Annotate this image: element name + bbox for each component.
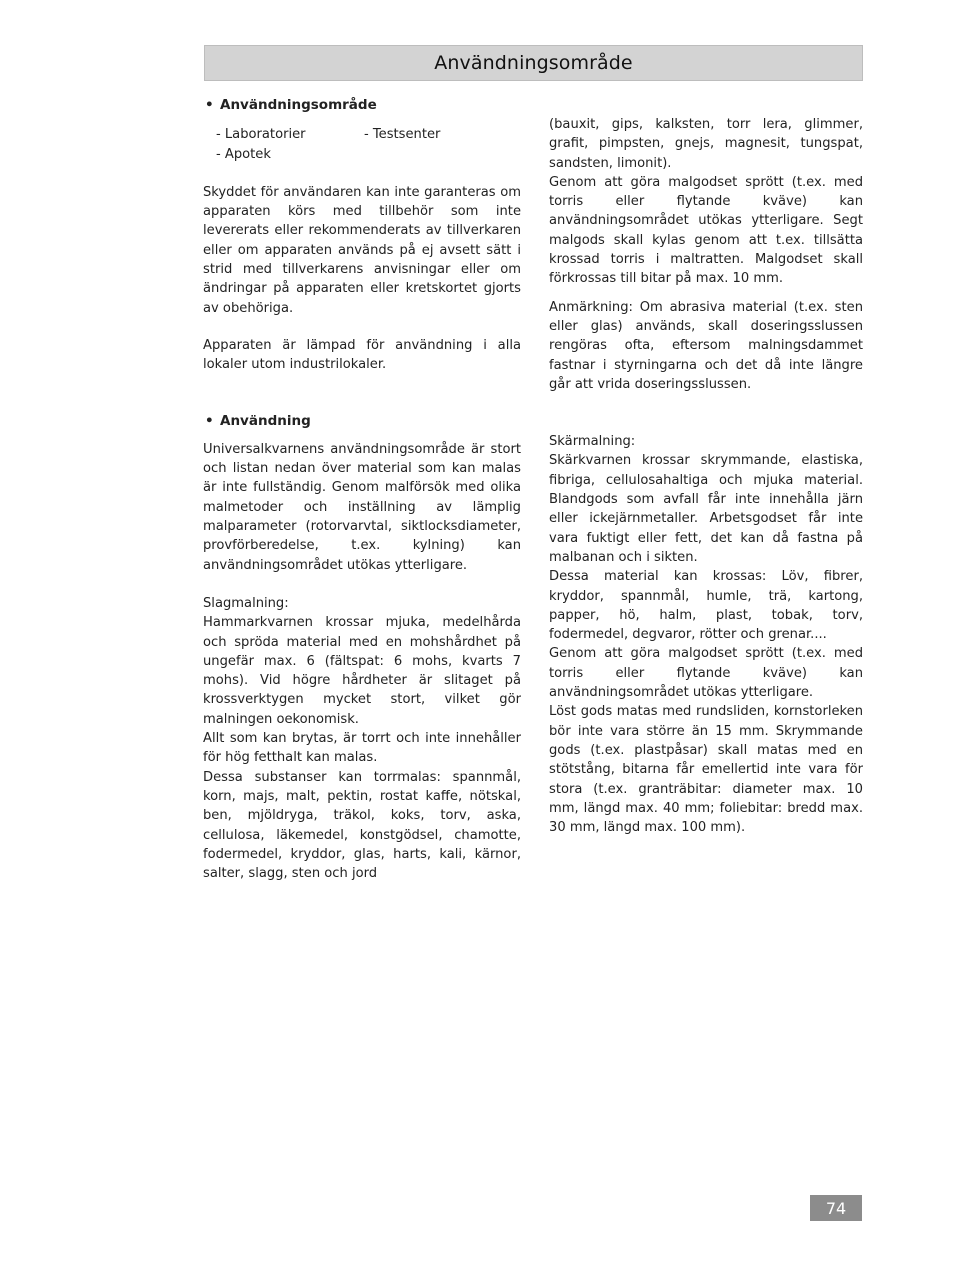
list-item: - Apotek: [216, 146, 271, 162]
bullet-icon: •: [205, 97, 214, 113]
section-heading-anvandningsomrade: • Användningsområde: [203, 96, 521, 115]
materials-continued-paragraph: (bauxit, gips, kalksten, torr lera, glimmer, grafit, pimpsten, gnejs, magnesit, tungspat, sandsten, limonit).: [549, 117, 863, 171]
right-column: [549, 115, 863, 837]
page-number: 74: [810, 1195, 862, 1221]
page-title: Användningsområde: [434, 52, 633, 74]
safety-paragraph: Skyddet för användaren kan inte garanteras om apparaten körs med tillbehör som inte levererats eller rekommenderats av tillverkaren eller om apparaten används på ej avsett sätt i strid med tillverkarens anvisningar eller om ändringar på apparaten eller kretskortet gjorts av obehöriga.: [203, 184, 521, 316]
slagmalning-heading: Slagmalning:: [203, 595, 289, 611]
usage-paragraph: Universalkvarnens användningsområde är stort och listan nedan över material som kan malas är inte fullständig. Genom malförsök med olika malmetoder och inställning av lämplig malparameter (rotorvarvtal, siktlocksdiameter, provförberedelse, t.ex. kylning) kan användningsområdet utökas ytterligare.: [203, 441, 521, 573]
slagmalning-paragraph-3: Dessa substanser kan torrmalas: spannmål, korn, majs, malt, pektin, rostat kaffe, nötskal, ben, mjöldryga, träkol, koks, torv, aska, cellulosa, läkemedel, konstgödsel, chamotte, fodermedel, kryddor, glas, harts, kali, kärnor, salter, slagg, sten och jord: [203, 769, 521, 882]
skarmalning-paragraph-2: Dessa material kan krossas: Löv, fibrer, kryddor, spannmål, humle, trä, kartong, papper, hö, halm, plast, tobak, torv, fodermedel, degvaror, rötter och grenar....: [549, 569, 863, 643]
slagmalning-paragraph-1: Hammarkvarnen krossar mjuka, medelhårda och spröda material med en mohshårdhet på ungefär max. 6 (fältspat: 6 mohs, kvarts 7 mohs). Vid högre hårdheter är slitaget på krossverktygen mycket stort, vilket gör malningen oekonomisk.: [203, 615, 521, 727]
skarmalning-paragraph-4: Löst gods matas med rundsliden, kornstorleken bör inte vara större än 15 mm. Skrymmande gods (t.ex. plastpåsar) skall matas med en stötstång, bitarna får emellertid inte vara för stora (t.ex. granträbitar: diameter max. 10 mm, längd max. 40 mm; foliebitar: bredd max. 30 mm, längd max. 100 mm).: [549, 704, 863, 836]
note-paragraph: [549, 298, 863, 394]
section-header-bar: [204, 45, 863, 81]
suitability-paragraph: Apparaten är lämpad för användning i alla lokaler utom industrilokaler.: [203, 337, 521, 373]
left-column: [203, 96, 521, 883]
note-label: Anmärkning:: [549, 299, 633, 315]
skarmalning-heading: Skärmalning:: [549, 434, 636, 450]
brittle-paragraph: Genom att göra malgodset sprött (t.ex. med torris eller flytande kväve) kan användningsområdet utökas ytterligare. Segt malgods skall kylas genom att t.ex. tillsätta krossad torris i maltratten. Malgodset skall förkrossas till bitar på max. 10 mm.: [549, 174, 863, 287]
skarmalning-paragraph-3: Genom att göra malgodset sprött (t.ex. med torris eller flytande kväve) kan användningsområdet utökas ytterligare.: [549, 646, 863, 701]
section-heading-anvandning: • Användning: [203, 412, 521, 431]
list-item: - Laboratorier: [216, 127, 306, 143]
list-item: - Testsenter: [364, 127, 441, 143]
note-text: Om abrasiva material (t.ex. sten eller glas) används, skall doseringsslussen rengöras ofta, eftersom malningsdammet fastnar i styrningarna och det då inte längre går att vrida doseringsslussen.: [549, 299, 863, 392]
bullet-icon: •: [205, 412, 214, 429]
application-area-list: [203, 125, 521, 164]
skarmalning-paragraph-1: Skärkvarnen krossar skrymmande, elastiska, fibriga, cellulosahaltiga och mjuka material. Blandgods som avfall får inte innehålla järn eller ickejärnmetaller. Arbetsgodset får inte vara fuktigt eller fett, det kan då fastna på malbanan och i sikten.: [549, 453, 863, 565]
slagmalning-paragraph-2: Allt som kan brytas, är torrt och inte innehåller för hög fetthalt kan malas.: [203, 731, 521, 766]
